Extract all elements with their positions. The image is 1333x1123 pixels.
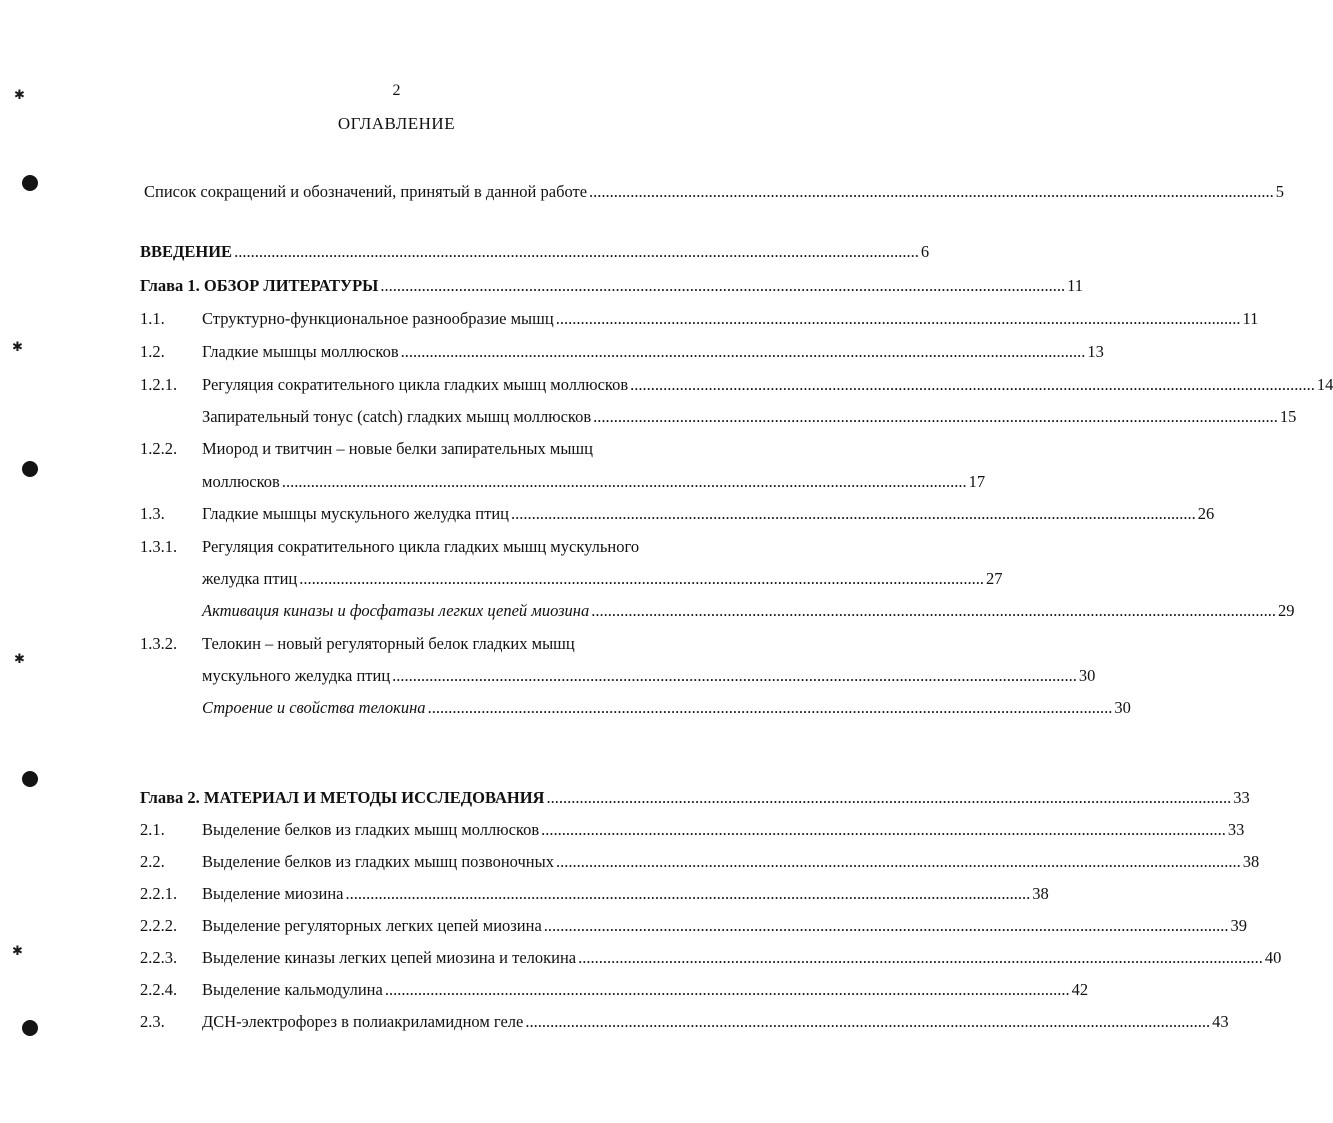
dot-leader — [544, 917, 1229, 935]
toc-entry-text: Выделение миозина — [202, 883, 344, 903]
toc-entry-kinase-activation[interactable] — [140, 596, 1295, 620]
page-title: ОГЛАВЛЕНИЕ — [337, 114, 456, 133]
section-number: 1.3. — [140, 503, 165, 523]
toc-entry-text: Регуляция сократительного цикла гладких мышц моллюсков — [202, 374, 629, 394]
section-number: 1.1. — [140, 308, 165, 328]
toc-entry-chapter-1[interactable] — [140, 271, 1084, 295]
toc-entry-text: Гладкие мышцы моллюсков — [202, 341, 399, 361]
toc-entry-1-2-1[interactable] — [140, 370, 1333, 394]
section-number: 1.3.1. — [140, 536, 178, 556]
toc-entry-1-3-2[interactable] — [140, 629, 737, 653]
toc-entry-1-2-2[interactable] — [140, 434, 737, 458]
toc-page-number: 30 — [1114, 697, 1131, 717]
toc-entry-text: Структурно-функциональное разнообразие мышц — [202, 308, 554, 328]
toc-entry-text: ВВЕДЕНИЕ — [140, 241, 233, 261]
toc-entry-text: желудка птиц — [202, 568, 298, 588]
toc-entry-2-1[interactable] — [140, 815, 1245, 839]
toc-page-number: 13 — [1087, 341, 1104, 361]
binder-hole — [22, 771, 38, 787]
toc-entry-text: ДСН-электрофорез в полиакриламидном геле — [202, 1011, 524, 1031]
toc-entry-text: Запирательный тонус (catch) гладких мышц моллюсков — [202, 406, 592, 426]
toc-entry-1-3-1[interactable] — [140, 532, 737, 556]
dot-leader — [385, 981, 1070, 999]
toc-page-number: 5 — [1275, 181, 1285, 201]
dot-leader — [428, 699, 1113, 717]
toc-page-number: 33 — [1227, 819, 1245, 839]
section-number: 1.3.2. — [140, 633, 178, 653]
dot-leader — [346, 885, 1031, 903]
toc-entry-text: Миород и твитчин – новые белки запирательных мышц — [202, 438, 593, 458]
toc-page-number: 43 — [1212, 1011, 1229, 1031]
dot-leader — [589, 183, 1274, 201]
toc-entry-telokin-structure[interactable] — [140, 693, 1131, 717]
section-number: 1.2. — [140, 341, 165, 361]
toc-entry-text: Список сокращений и обозначений, принятый в данной работе — [144, 181, 588, 201]
toc-entry-catch-tonus[interactable] — [140, 402, 1297, 426]
toc-entry-2-2[interactable] — [140, 847, 1260, 871]
dot-leader — [380, 277, 1065, 295]
section-number: 1.2.2. — [140, 438, 178, 458]
toc-page-number: 33 — [1233, 787, 1250, 807]
dot-leader — [556, 310, 1241, 328]
toc-entry-1-1[interactable] — [140, 304, 1259, 328]
toc-entry-2-2-4[interactable] — [140, 975, 1089, 999]
toc-page-number: 27 — [986, 568, 1003, 588]
dot-leader — [392, 667, 1077, 685]
section-number: 1.2.1. — [140, 374, 178, 394]
dot-leader — [511, 505, 1196, 523]
toc-entry-text: Выделение белков из гладких мышц моллюсков — [202, 819, 540, 839]
toc-entry-text: Глава 1. ОБЗОР ЛИТЕРАТУРЫ — [140, 275, 379, 295]
toc-page-number: 38 — [1242, 851, 1260, 871]
toc-entry-text: Гладкие мышцы мускульного желудка птиц — [202, 503, 509, 523]
dot-leader — [591, 602, 1276, 620]
toc-entry-text: Глава 2. МАТЕРИАЛ И МЕТОДЫ ИССЛЕДОВАНИЯ — [140, 787, 545, 807]
scan-speck: ✱ — [14, 651, 25, 666]
dot-leader — [578, 949, 1263, 967]
toc-entry-chapter-2[interactable] — [140, 783, 1250, 807]
scan-speck: ✱ — [12, 339, 23, 354]
toc-page-number: 30 — [1078, 665, 1096, 685]
toc-entry-text: Выделение киназы легких цепей миозина и телокина — [202, 947, 577, 967]
page-number: 2 — [392, 82, 401, 99]
dot-leader — [282, 473, 967, 491]
toc-page-number: 40 — [1264, 947, 1282, 967]
dot-leader — [593, 408, 1278, 426]
toc-page-number: 11 — [1242, 308, 1259, 328]
section-number: 2.3. — [140, 1011, 165, 1031]
toc-entry-abbreviations[interactable] — [144, 177, 1285, 201]
section-number: 2.2.3. — [140, 947, 178, 967]
toc-page-number: 17 — [968, 471, 986, 491]
dot-leader — [546, 789, 1231, 807]
toc-page-number: 14 — [1316, 374, 1333, 394]
dot-leader — [541, 821, 1226, 839]
toc-page-number: 29 — [1277, 600, 1295, 620]
scan-speck: ✱ — [12, 943, 23, 958]
dot-leader — [401, 343, 1086, 361]
toc-entry-1-2-2-continuation[interactable] — [140, 467, 986, 491]
section-number: 2.2.1. — [140, 883, 178, 903]
toc-entry-text: Строение и свойства телокина — [202, 697, 426, 717]
toc-entry-text: моллюсков — [202, 471, 280, 491]
toc-entry-text: Активация киназы и фосфатазы легких цепей миозина — [202, 600, 590, 620]
toc-entry-text: Выделение регуляторных легких цепей миозина — [202, 915, 542, 935]
dot-leader — [299, 570, 984, 588]
toc-entry-2-2-3[interactable] — [140, 943, 1282, 967]
toc-entry-2-3[interactable] — [140, 1007, 1229, 1031]
toc-entry-2-2-2[interactable] — [140, 911, 1248, 935]
toc-page-number: 42 — [1071, 979, 1089, 999]
binder-hole — [22, 1020, 38, 1036]
toc-entry-text: Телокин – новый регуляторный белок гладких мышц — [202, 633, 575, 653]
toc-entry-1-3[interactable] — [140, 499, 1215, 523]
binder-hole — [22, 461, 38, 477]
toc-entry-text: Выделение белков из гладких мышц позвоночных — [202, 851, 554, 871]
section-number: 2.2.4. — [140, 979, 178, 999]
toc-entry-text: Регуляция сократительного цикла гладких мышц мускульного — [202, 536, 640, 556]
toc-entry-1-3-2-continuation[interactable] — [140, 661, 1096, 685]
toc-page-number: 15 — [1279, 406, 1297, 426]
dot-leader — [630, 376, 1315, 394]
section-number: 2.1. — [140, 819, 165, 839]
toc-page-number: 11 — [1067, 275, 1084, 295]
section-number: 2.2. — [140, 851, 165, 871]
toc-entry-2-2-1[interactable] — [140, 879, 1049, 903]
toc-page-number: 38 — [1032, 883, 1049, 903]
toc-entry-1-3-1-continuation[interactable] — [140, 564, 1003, 588]
toc-page-number: 26 — [1197, 503, 1215, 523]
binder-hole — [22, 175, 38, 191]
section-number: 2.2.2. — [140, 915, 178, 935]
dot-leader — [525, 1013, 1210, 1031]
scan-speck: ✱ — [14, 87, 25, 102]
toc-page-number: 6 — [920, 241, 930, 261]
dot-leader — [234, 243, 919, 261]
dot-leader — [556, 853, 1241, 871]
toc-entry-text: Выделение кальмодулина — [202, 979, 383, 999]
toc-entry-1-2[interactable] — [140, 337, 1104, 361]
toc-entry-introduction[interactable] — [140, 237, 930, 261]
toc-page-number: 39 — [1230, 915, 1248, 935]
toc-entry-text: мускульного желудка птиц — [202, 665, 391, 685]
